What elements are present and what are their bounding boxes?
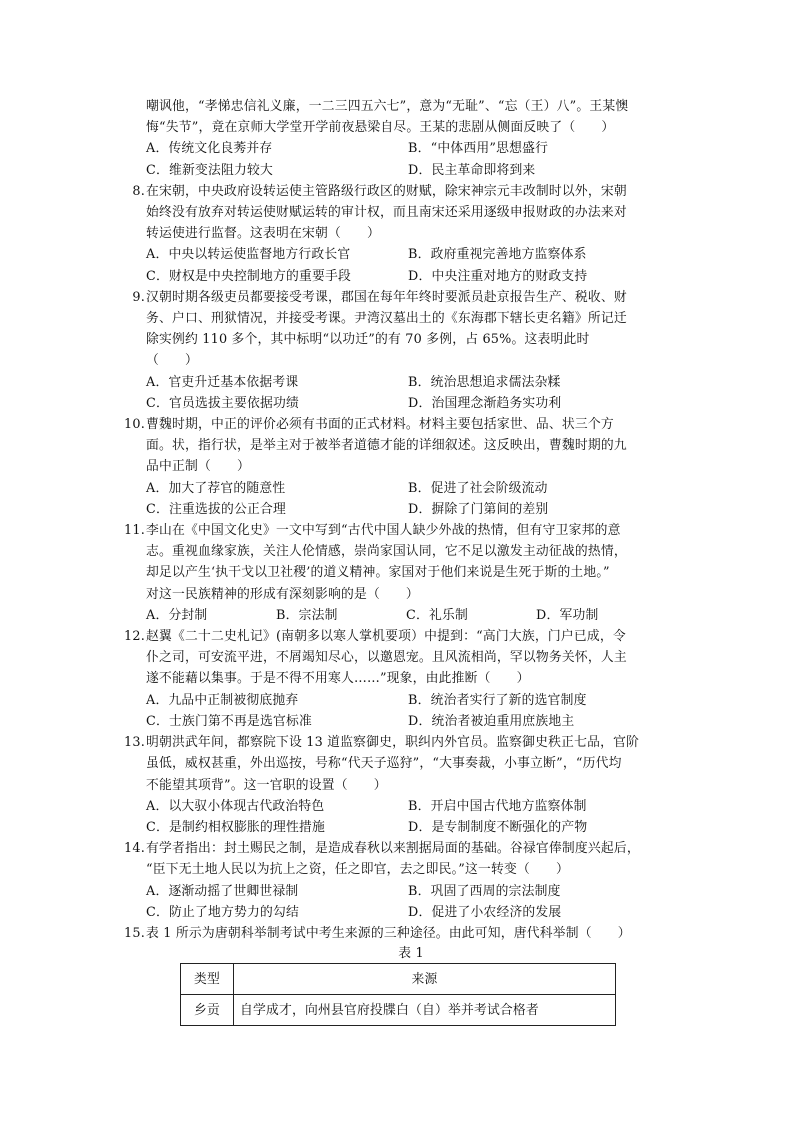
table-header-cell: 来源: [234, 964, 616, 995]
option-c[interactable]: C．维新变法阻力较大: [146, 162, 273, 178]
answer-options: [146, 605, 676, 626]
option-d[interactable]: D．中央注重对地方的财政支持: [408, 268, 588, 284]
table-cell: 自学成才，向州县官府投牒白（自）举并考试合格者: [234, 995, 616, 1026]
question-7-continued: [146, 96, 676, 181]
question-number: 10.: [124, 417, 145, 433]
option-d[interactable]: D．促进了小农经济的发展: [408, 904, 562, 920]
question-text-line: 李山在《中国文化史》一文中写到“古代中国人缺少外战的热情，但有守卫家邦的意: [146, 523, 621, 539]
question-text-line: 在宋朝，中央政府设转运使主管路级行政区的财赋，除宋神宗元丰改制时以外，宋朝: [146, 183, 627, 199]
question-14: [124, 838, 676, 923]
question-number: 11.: [124, 523, 145, 539]
question-number: 13.: [124, 735, 145, 751]
question-text-line: 明朝洪武年间，都察院下设 13 道监察御史，职纠内外官员。监察御史秩正七品，官阶: [146, 735, 640, 751]
question-text-line: 表 1 所示为唐朝科举制考试中考生来源的三种途径。由此可知，唐代科举制（ ）: [146, 925, 631, 941]
option-b[interactable]: B．开启中国古代地方监察体制: [408, 798, 587, 814]
question-number: 8.: [132, 183, 145, 199]
table-header-row: [181, 964, 616, 995]
option-a[interactable]: A．官吏升迁基本依据考课: [146, 374, 299, 390]
option-d[interactable]: D．治国理念渐趋务实功利: [408, 395, 562, 411]
option-b[interactable]: B．促进了社会阶级流动: [408, 480, 548, 496]
answer-options: [146, 372, 676, 414]
question-15: [124, 923, 676, 944]
option-c[interactable]: C．礼乐制: [406, 607, 468, 623]
question-text-line: 务、户口、刑狱情况，并接受考课。尹湾汉墓出土的《东海郡下辖长吏名籍》所记迁: [146, 311, 627, 327]
option-a[interactable]: A．九品中正制被彻底抛弃: [146, 692, 299, 708]
option-d[interactable]: D．统治者被迫重用庶族地主: [408, 713, 575, 729]
question-text-line: 虽低，威权甚重，外出巡按，号称“代天子巡狩”，“大事奏裁，小事立断”，“历代均: [146, 756, 622, 772]
option-b[interactable]: B．宗法制: [276, 607, 338, 623]
question-9: [132, 287, 676, 414]
question-text-line: 悔“失节”，竟在京师大学堂开学前夜悬梁自尽。王某的悲剧从侧面反映了（ ）: [146, 120, 615, 136]
exam-page: [124, 96, 676, 1026]
option-d[interactable]: D．是专制制度不断强化的产物: [408, 819, 588, 835]
answer-options: [146, 796, 676, 838]
question-text-line: “臣下无土地人民以为抗上之资，任之即官，去之即民。”这一转变（ ）: [146, 862, 569, 878]
option-c[interactable]: C．财权是中央控制地方的重要手段: [146, 268, 351, 284]
question-text-line: 始终没有放弃对转运使财赋运转的审计权，而且南宋还采用逐级申报财政的办法来对: [146, 205, 627, 221]
source-table: [180, 963, 616, 1026]
question-text-line: 仆之司，可安流平进，不屑竭知尽心，以邀恩宠。且风流相尚，罕以物务关怀，人主: [146, 650, 627, 666]
option-c[interactable]: C．是制约相权膨胀的理性措施: [146, 819, 325, 835]
question-text-line: 品中正制（ ）: [146, 459, 250, 475]
option-c[interactable]: C．注重选拔的公正合理: [146, 501, 286, 517]
question-text-line: 转运使进行监督。这表明在宋朝（ ）: [146, 226, 380, 242]
question-number: 14.: [124, 841, 145, 857]
option-b[interactable]: B．统治者实行了新的选官制度: [408, 692, 587, 708]
question-10: [124, 414, 676, 520]
option-c[interactable]: C．防止了地方势力的勾结: [146, 904, 299, 920]
question-12: [124, 626, 676, 732]
question-11: [124, 520, 676, 626]
table-header-cell: 类型: [181, 964, 234, 995]
question-number: 12.: [124, 629, 145, 645]
question-text-line: 曹魏时期，中正的评价必须有书面的正式材料。材料主要包括家世、品、状三个方: [146, 417, 614, 433]
question-text-line: （ ）: [146, 353, 198, 369]
option-b[interactable]: B．政府重视完善地方监察体系: [408, 247, 587, 263]
question-text-line: 却足以产生‘执干戈以卫社稷’的道义精神。家国对于他们来说是生死于斯的土地。”: [146, 565, 610, 581]
answer-options: [146, 244, 676, 286]
question-text-line: 嘲讽他，“孝悌忠信礼义廉，一二三四五六七”，意为“无耻”、“忘（王）八”。王某懊: [146, 99, 629, 114]
option-a[interactable]: A．加大了荐官的随意性: [146, 480, 286, 496]
question-text-line: 赵翼《二十二史札记》(南朝多以寒人掌机要项）中提到：“高门大族，门户已成，令: [146, 629, 626, 645]
answer-options: [146, 138, 676, 180]
option-a[interactable]: A．中央以转运使监督地方行政长官: [146, 247, 351, 263]
option-b[interactable]: B．统治思想追求儒法杂糅: [408, 374, 561, 390]
question-text-line: 有学者指出：封土赐民之制，是造成春秋以来割据局面的基础。谷禄官俸制度兴起后，: [146, 841, 640, 857]
question-text-line: 志。重视血缘家族，关注人伦情感，崇尚家国认同，它不足以激发主动征战的热情，: [146, 544, 627, 560]
question-text-line: 汉朝时期各级吏员都要接受考课，郡国在每年年终时要派员赴京报告生产、税收、财: [146, 289, 627, 305]
question-text-line: 遂不能藉以集事。于是不得不用寒人……”现象，由此推断（ ）: [146, 671, 530, 687]
table-caption: 表 1: [398, 946, 424, 962]
option-a[interactable]: A．传统文化良莠并存: [146, 141, 273, 157]
answer-options: [146, 690, 676, 732]
option-d[interactable]: D．军功制: [536, 607, 599, 623]
question-number: 15.: [124, 925, 145, 941]
answer-options: [146, 881, 676, 923]
question-13: [124, 732, 676, 838]
table-row: [181, 995, 616, 1026]
option-c[interactable]: C．官员选拔主要依据功绩: [146, 395, 299, 411]
option-b[interactable]: B．“中体西用”思想盛行: [408, 141, 549, 157]
question-number: 9.: [132, 289, 145, 305]
option-b[interactable]: B．巩固了西周的宗法制度: [408, 883, 561, 899]
option-a[interactable]: A．分封制: [146, 607, 208, 623]
option-a[interactable]: A．以大驭小体现古代政治特色: [146, 798, 325, 814]
question-text-line: 对这一民族精神的形成有深刻影响的是（ ）: [146, 586, 419, 602]
table-cell: 乡贡: [181, 995, 234, 1026]
answer-options: [146, 478, 676, 520]
option-d[interactable]: D．摒除了门第间的差别: [408, 501, 549, 517]
option-a[interactable]: A．逐渐动摇了世卿世禄制: [146, 883, 299, 899]
question-text-line: 面。状，指行状，是举主对于被举者道德才能的详细叙述。这反映出，曹魏时期的九: [146, 438, 627, 454]
question-text-line: 不能望其项背”。这一官职的设置（ ）: [146, 777, 387, 793]
option-d[interactable]: D．民主革命即将到来: [408, 162, 536, 178]
option-c[interactable]: C．士族门第不再是选官标准: [146, 713, 312, 729]
question-8: [132, 181, 676, 287]
question-text-line: 除实例约 110 多个，其中标明“以功迁”的有 70 多例，占 65%。这表明此时: [146, 332, 590, 348]
